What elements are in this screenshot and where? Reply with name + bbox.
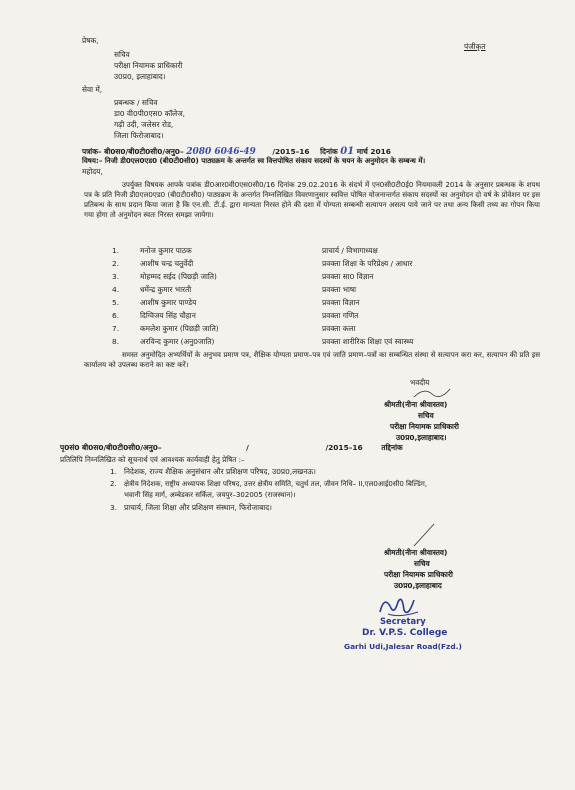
- signatory-name: श्रीमती(नीना श्रीवास्तव): [384, 400, 448, 409]
- to-line-1: प्रबन्धक / सचिव: [114, 98, 158, 107]
- yours-faithfully: भवदीय: [410, 378, 430, 387]
- signature-mark: [410, 520, 440, 550]
- faculty-number: 1.: [112, 246, 120, 255]
- faculty-row: [112, 337, 214, 347]
- faculty-number: 7.: [112, 324, 120, 333]
- date-handwritten: 01: [340, 146, 355, 157]
- endorsement-ref: पृ0सं0 बी0स0/बी0टी0सी0/अनु0–: [60, 443, 162, 452]
- endorsement-signatory-place: उ0प्र0,इलाहाबाद: [394, 581, 442, 590]
- faculty-name: दिग्विजय सिंह चौहान: [140, 311, 196, 320]
- date-label: दिनांक: [320, 147, 338, 156]
- reference-year: /2015–16: [272, 147, 310, 156]
- endorsement-item: [110, 503, 272, 513]
- faculty-post: प्रवक्ता शारीरिक शिक्षा एवं स्वास्थ्य: [322, 337, 414, 346]
- signatory-place: उ0प्र0,इलाहाबाद।: [396, 433, 447, 442]
- from-line-3: उ0प्र0, इलाहाबाद।: [114, 72, 166, 81]
- faculty-name: कमलेश कुमार (पिछड़ी जाति): [140, 324, 219, 333]
- subject-line: विषय:– निजी डी0एल0एड0 (बी0टी0सी0) पाठ्यक्रम के अन्तर्गत स्व वित्तपोषित संकाय सदस्यों के चयन के अनुमोदन के सम्बन्ध में।: [82, 156, 426, 165]
- endorsement-signatory-office: परीक्षा नियामक प्राधिकारी: [384, 570, 453, 579]
- from-label: प्रेषक,: [82, 36, 99, 45]
- faculty-row: [112, 246, 192, 256]
- to-line-3: गढ़ी उदी, जलेसर रोड,: [114, 120, 174, 129]
- stamp-line-1: Secretary: [380, 616, 426, 626]
- endorsement-text: निदेशक, राज्य शैक्षिक अनुसंधान और प्रशिक्षण परिषद, उ0प्र0,लखनऊ।: [124, 467, 316, 476]
- to-line-4: जिला फिरोजाबाद।: [114, 131, 164, 140]
- signature-mark: [412, 385, 452, 399]
- to-line-2: डा0 वी0पी0एस0 कॉलेज,: [114, 109, 186, 118]
- endorsement-reference: [60, 443, 403, 453]
- faculty-post: प्रवक्ता विज्ञान: [322, 298, 360, 307]
- endorsement-slash: /: [246, 443, 249, 452]
- salutation: महोदय,: [82, 167, 103, 176]
- closing-note: समस्त अनुमोदित अभ्यर्थियों के अनुभव प्रमाण पत्र, शैक्षिक योग्यता प्रमाण–पत्र एवं जाति प्रमाण–पत्रों का सम्बन्धित संस्था से सत्यापन करा कर, सत्यापन की प्रति इस कार्यालय को उपलब्ध कराने का कष्ट करें।: [84, 350, 540, 370]
- endorsement-date: तद्दिनांक: [381, 443, 403, 452]
- faculty-row: [112, 324, 219, 334]
- faculty-number: 2.: [112, 259, 120, 268]
- from-line-2: परीक्षा नियामक प्राधिकारी: [114, 61, 183, 70]
- faculty-name: आशीष कुमार पाण्डेय: [140, 298, 197, 307]
- stamp-line-3: Garhi Udi,Jalesar Road(Fzd.): [344, 642, 462, 651]
- faculty-post: प्रवक्ता कला: [322, 324, 356, 333]
- registered-label: पंजीकृत: [464, 42, 486, 51]
- faculty-number: 6.: [112, 311, 120, 320]
- faculty-name: अरविन्द कुमार (अनु0जाति): [140, 337, 215, 346]
- endorsement-text: क्षेत्रीय निदेशक, राष्ट्रीय अध्यापक शिक्षा परिषद, उत्तर क्षेत्रीय समिति, चतुर्थ तल, जीवन निधि– II,एल0आई0सी0 बिल्डिंग,: [124, 480, 428, 488]
- faculty-row: [112, 285, 191, 295]
- endorsement-number: 2.: [110, 480, 117, 488]
- endorsement-number: 1.: [110, 467, 118, 476]
- signatory-office: परीक्षा नियामक प्राधिकारी: [390, 422, 459, 431]
- from-line-1: सचिव: [114, 50, 130, 59]
- faculty-number: 8.: [112, 337, 120, 346]
- faculty-name: आशीष चन्द्र चतुर्वेदी: [140, 259, 194, 268]
- faculty-number: 3.: [112, 272, 120, 281]
- date-rest: मार्च 2016: [356, 147, 391, 156]
- faculty-number: 5.: [112, 298, 120, 307]
- faculty-post: प्राचार्य / विभागाध्यक्ष: [322, 246, 378, 255]
- faculty-name: मनोज कुमार पाठक: [140, 246, 192, 255]
- to-label: सेवा में,: [82, 85, 103, 94]
- faculty-post: प्रवक्ता भाषा: [322, 285, 357, 294]
- endorsement-text: प्राचार्य, जिला शिक्षा और प्रशिक्षण संस्थान, फिरोजाबाद।: [124, 503, 272, 512]
- body-paragraph: उपर्युक्त विषयक आपके पत्रांक डी0आर0वी0एस0सी0/16 दिनांक 29.02.2016 के संदर्भ में एन0सी0टी0ई0 नियमावली 2014 के अनुसार प्रबन्धक के शपथ पत्र के प्रति निजी डी0एल0एड0 (बी0टी0सी0) पाठ्यक्रम के अन्तर्गत निम्नलिखित विवरणानुसार स्ववित्त पोषित योजनान्तर्गत संकाय सदस्यों का अनुमोदन दो वर्ष के प्रोवेशन पर इस प्रतिबन्ध के साथ प्रदान किया जाता है कि एन.सी. टी.ई. द्वारा मान्यता निरस्त होने की दशा में योग्यता सम्बन्धी सत्यापन असत्य पाये जाने पर तथा अन्य किसी तथ्य का गोपन किया गया होगा तो अनुमोदन स्वतः निरस्त समझा जायेगा।: [84, 180, 540, 220]
- endorsement-item: [110, 480, 427, 489]
- endorsement-intro: प्रतिलिपि निम्नलिखित को सूचनार्थ एवं आवश्यक कार्यवाही हेतु प्रेषित :–: [60, 455, 245, 464]
- faculty-row: [112, 272, 217, 282]
- faculty-post: प्रवक्ता सा0 विज्ञान: [322, 272, 374, 281]
- endorsement-text-continued: भवानी सिंह मार्ग, अम्बेडकर सर्किल, जयपुर–302005 (राजस्थान)।: [124, 491, 296, 499]
- faculty-number: 4.: [112, 285, 120, 294]
- endorsement-year: /2015–16: [325, 443, 363, 452]
- faculty-post: प्रवक्ता शिक्षा के परिप्रेक्ष्य / आधार: [322, 259, 413, 268]
- endorsement-signatory-name: श्रीमती(नीना श्रीवास्तव): [384, 548, 448, 557]
- endorsement-item: [110, 467, 316, 477]
- faculty-post: प्रवक्ता गणित: [322, 311, 359, 320]
- faculty-name: धर्मेन्द्र कुमार भारती: [140, 285, 192, 294]
- stamp-line-2: Dr. V.P.S. College: [362, 628, 448, 638]
- faculty-row: [112, 259, 193, 269]
- faculty-row: [112, 311, 196, 321]
- endorsement-signatory-title: सचिव: [414, 559, 430, 568]
- faculty-name: मोहम्मद सईद (पिछड़ी जाति): [140, 272, 217, 281]
- reference-number-handwritten: 2080 6046-49: [186, 147, 256, 157]
- endorsement-number: 3.: [110, 503, 118, 512]
- signatory-title: सचिव: [418, 411, 434, 420]
- reference-prefix: पत्रांक– बी0स0/बी0टी0सी0/अनु0–: [82, 147, 184, 156]
- college-stamp: [344, 592, 470, 662]
- faculty-row: [112, 298, 196, 308]
